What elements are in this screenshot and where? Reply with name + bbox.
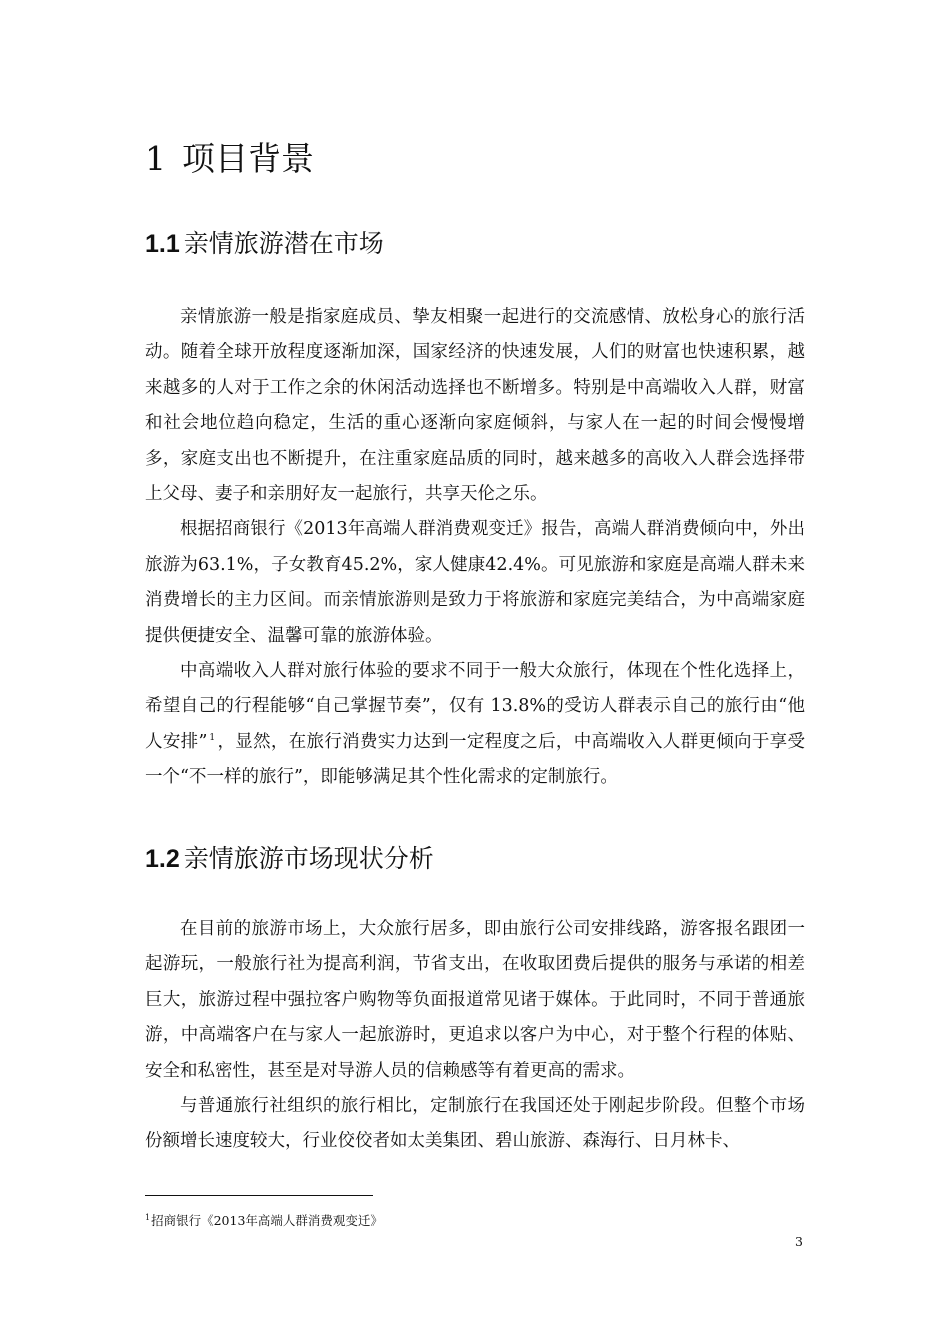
section-1-1-body: [145, 300, 805, 796]
section-number: 1.1: [145, 230, 180, 258]
section-title: 亲情旅游市场现状分析: [183, 844, 434, 873]
chapter-heading: [145, 138, 314, 180]
chapter-number: 1: [145, 139, 166, 178]
section-title: 亲情旅游潜在市场: [183, 229, 384, 258]
chapter-title: 项目背景: [182, 139, 314, 178]
paragraph-text: ，显然，在旅行消费实力达到一定程度之后，中高端收入人群更倾向于享受一个“不一样的旅行”，即能够满足其个性化需求的定制旅行。: [145, 731, 805, 788]
section-heading-1-1: [145, 228, 384, 260]
paragraph-text: 中高端收入人群对旅行体验的要求不同于一般大众旅行，体现在个性化选择上，希望自己的行程能够“自己掌握节奏”，仅有 13.8%的受访人群表示自己的旅行由“他人安排”: [145, 661, 805, 752]
paragraph: 在目前的旅游市场上，大众旅行居多，即由旅行公司安排线路，游客报名跟团一起游玩，一般旅行社为提高利润，节省支出，在收取团费后提供的服务与承诺的相差巨大，旅游过程中强拉客户购物等负面报道常见诸于媒体。于此同时，不同于普通旅游，中高端客户在与家人一起旅游时，更追求以客户为中心，对于整个行程的体贴、安全和私密性，甚至是对导游人员的信赖感等有着更高的需求。: [145, 919, 805, 1081]
paragraph-with-footnote: [145, 654, 805, 796]
footnote-divider: [145, 1195, 373, 1196]
section-heading-1-2: [145, 843, 434, 875]
footnote-text: 招商银行《2013年高端人群消费观变迁》: [151, 1213, 383, 1228]
footnote-mark: 1: [145, 1212, 151, 1222]
paragraph: 与普通旅行社组织的旅行相比，定制旅行在我国还处于刚起步阶段。但整个市场份额增长速度较大，行业佼佼者如太美集团、碧山旅游、森海行、日月林卡、: [145, 1096, 805, 1152]
footnote-reference[interactable]: 1: [209, 733, 216, 744]
page-number: 3: [795, 1234, 803, 1249]
footnote: [145, 1212, 383, 1230]
paragraph: 根据招商银行《2013年高端人群消费观变迁》报告，高端人群消费倾向中，外出旅游为63.1%，子女教育45.2%，家人健康42.4%。可见旅游和家庭是高端人群未来消费增长的主力区间。而亲情旅游则是致力于将旅游和家庭完美结合，为中高端家庭提供便捷安全、温馨可靠的旅游体验。: [145, 519, 805, 646]
paragraph: 亲情旅游一般是指家庭成员、挚友相聚一起进行的交流感情、放松身心的旅行活动。随着全球开放程度逐渐加深，国家经济的快速发展，人们的财富也快速积累，越来越多的人对于工作之余的休闲活动选择也不断增多。特别是中高端收入人群，财富和社会地位趋向稳定，生活的重心逐渐向家庭倾斜，与家人在一起的时间会慢慢增多，家庭支出也不断提升，在注重家庭品质的同时，越来越多的高收入人群会选择带上父母、妻子和亲朋好友一起旅行，共享天伦之乐。: [145, 307, 805, 505]
section-1-2-body: [145, 912, 805, 1160]
section-number: 1.2: [145, 845, 180, 873]
